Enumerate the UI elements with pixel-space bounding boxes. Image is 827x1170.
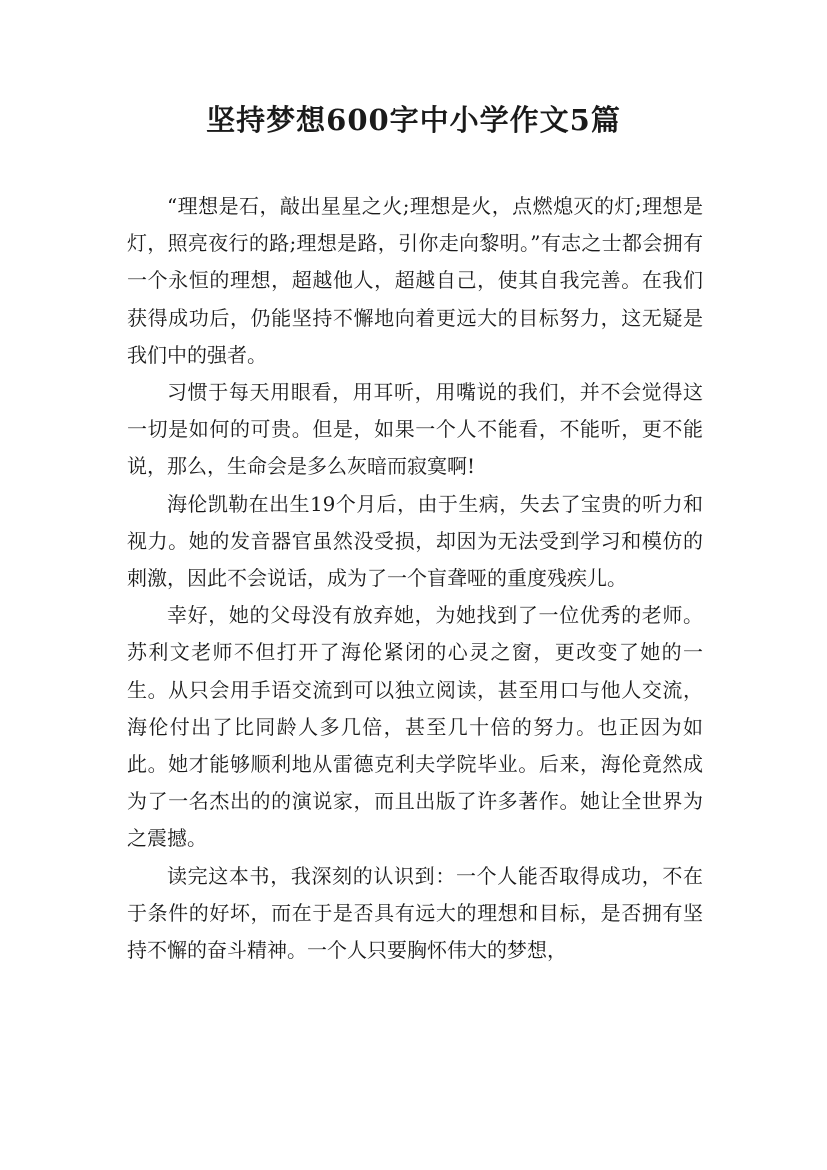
paragraph-3: 海伦凯勒在出生19个月后，由于生病，失去了宝贵的听力和视力。她的发音器官虽然没受损，却因为无法受到学习和模仿的刺激，因此不会说话，成为了一个盲聋哑的重度残疾儿。 xyxy=(127,491,703,591)
paragraph-5: 读完这本书，我深刻的认识到：一个人能否取得成功，不在于条件的好坏，而在于是否具有远大的理想和目标，是否拥有坚持不懈的奋斗精神。一个人只要胸怀伟大的梦想， xyxy=(127,863,703,963)
paragraph-2: 习惯于每天用眼看，用耳听，用嘴说的我们，并不会觉得这一切是如何的可贵。但是，如果一个人不能看，不能听，更不能说，那么，生命会是多么灰暗而寂寞啊! xyxy=(127,380,703,479)
paragraph-1: “理想是石，敲出星星之火;理想是火，点燃熄灭的灯;理想是灯，照亮夜行的路;理想是路，引你走向黎明。”有志之士都会拥有一个永恒的理想，超越他人，超越自己，使其自我完善。在我们获得成功后，仍能坚持不懈地向着更远大的目标努力，这无疑是我们中的强者。 xyxy=(127,194,703,367)
document-body xyxy=(127,188,703,969)
paragraph-4: 幸好，她的父母没有放弃她，为她找到了一位优秀的老师。苏利文老师不但打开了海伦紧闭的心灵之窗，更改变了她的一生。从只会用手语交流到可以独立阅读，甚至用口与他人交流，海伦付出了比同龄人多几倍，甚至几十倍的努力。也正因为如此。她才能够顺利地从雷德克利夫学院毕业。后来，海伦竟然成为了一名杰出的的演说家，而且出版了许多著作。她让全世界为之震撼。 xyxy=(127,603,703,851)
document-title: 坚持梦想600字中小学作文5篇 xyxy=(206,103,621,137)
